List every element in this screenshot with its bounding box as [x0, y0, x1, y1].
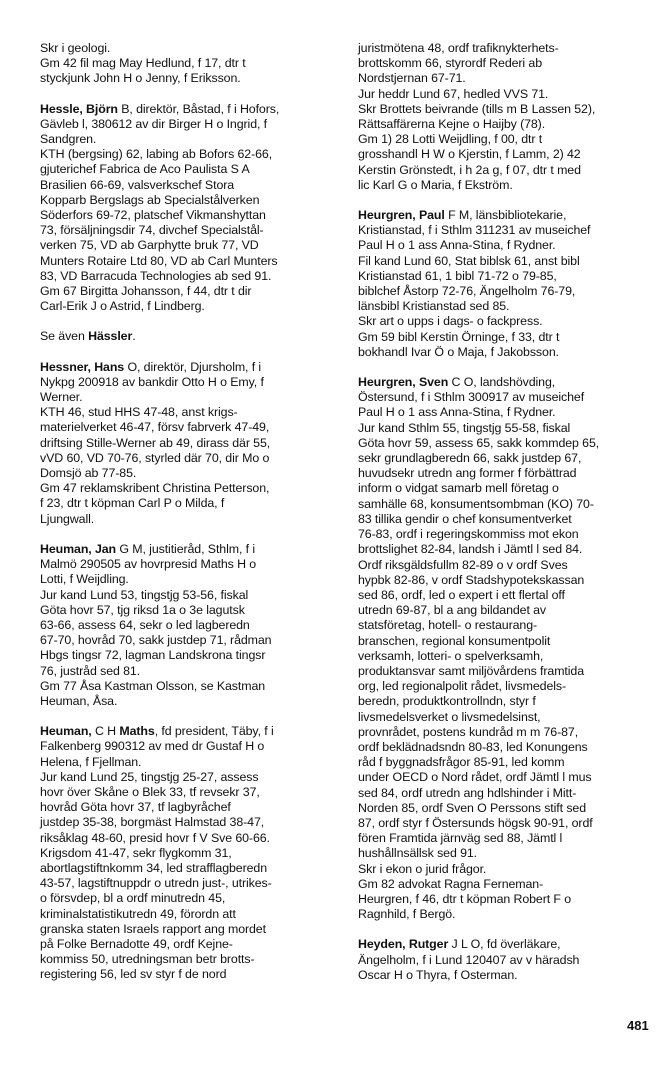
text-line: Fil kand Lund 60, Stat biblsk 61, anst bibl: [358, 253, 580, 268]
text-line: beredn, produktkontrollndn, styr f: [358, 694, 536, 709]
text-line: Kristianstad, f i Sthlm 311231 av museichef: [358, 223, 591, 238]
text-line: KTH 46, stud HHS 47-48, anst krigs-: [40, 405, 238, 420]
text-line: lic Karl G o Maria, f Ekström.: [358, 177, 513, 192]
text-line: brottskomm 66, styrordf Rederi ab: [358, 56, 543, 71]
right-column: [358, 41, 650, 998]
entry-surname: Heuman, Jan: [40, 541, 117, 556]
text-line: Brasilien 66-69, valsverkschef Stora: [40, 177, 235, 192]
text-line: Rättsaffärerna Kejne o Haijby (78).: [358, 117, 546, 132]
text-line: Oscar H o Thyra, f Osterman.: [358, 967, 518, 982]
text-line: sed 86, ordf, led o expert i ett flertal off: [358, 587, 565, 602]
entry-heyden-rutger: [358, 937, 650, 983]
text-line: materielverket 46-47, försv fabrverk 47-49,: [40, 420, 270, 435]
text-line: Gm 1) 28 Lotti Weijdling, f 00, dtr t: [358, 132, 543, 147]
text-line: Kopparb Bergslags ab Specialstålverken: [40, 192, 260, 207]
text-line: hovråd Göta hovr 37, tf lagbyråchef: [40, 800, 231, 815]
text-line: Ängelholm, f i Lund 120407 av v häradsh: [358, 952, 580, 967]
entry-heading: Heurgren, Sven C O, landshövding,: [358, 375, 556, 390]
text-line: Heurgren, f 46, dtr t köpman Robert F o: [358, 891, 572, 906]
text-line: 87, ordf styr f Östersunds högsk 90-91, ordf: [358, 815, 593, 830]
text-line: Jur kand Sthlm 55, tingstjg 55-58, fiskal: [358, 420, 571, 435]
text-line: Lotti, f Weijdling.: [40, 572, 129, 587]
entry-heurgren-sven: [358, 375, 650, 922]
text-line: hovr över Skåne o Blek 33, tf revsekr 37,: [40, 784, 260, 799]
entry-surname: Heurgren, Sven: [358, 375, 449, 390]
text-line: 63-66, assess 64, sekr o led lagberedn: [40, 617, 250, 632]
text-line: vVD 60, VD 70-76, styrled där 70, dir Mo o: [40, 450, 270, 465]
entry-see-also-hassler: Se även Hässler.: [40, 329, 136, 344]
text-line: fören Framtida järnväg sed 88, Jämtl l: [358, 831, 563, 846]
text-line: Malmö 290505 av hovrpresid Maths H o: [40, 557, 257, 572]
text-line: Östersund, f i Sthlm 300917 av museichef: [358, 390, 585, 405]
text-line: Gm 42 fil mag May Hedlund, f 17, dtr t: [40, 56, 246, 71]
text-line: Söderfors 69-72, platschef Vikmanshyttan: [40, 208, 266, 223]
text-line: granska staten Israels rapport ang mordet: [40, 921, 266, 936]
cross-reference-name: Hässler: [88, 329, 133, 344]
text-line: Carl-Erik J o Astrid, f Lindberg.: [40, 299, 205, 314]
text-line: kriminalstatistikutredn 49, förordn att: [40, 906, 236, 921]
text-line: Gävleb l, 380612 av dir Birger H o Ingrid, f: [40, 116, 268, 131]
text-line: bokhandl Ivar Ö o Maja, f Jakobsson.: [358, 344, 559, 359]
text-line: 83 tillika gendir o chef konsumentverket: [358, 511, 572, 526]
text-line: Göta hovr 59, assess 65, sakk kommdep 65,: [358, 435, 600, 450]
text-line: Domsjö ab 77-85.: [40, 466, 137, 481]
text-line: ordf beklädnadsndn 80-83, led Konungens: [358, 739, 588, 754]
entry-hessner-hans: [40, 360, 332, 527]
text-line: f 23, dtr t köpman Carl P o Milda, f: [40, 496, 225, 511]
text-line: produktansvar samt miljövårdens framtida: [358, 663, 585, 678]
text-line: Ljungwall.: [40, 511, 95, 526]
text-line: råd f byggnadsfrågor 85-91, led komm: [358, 755, 565, 770]
left-column: [40, 41, 332, 998]
entry-surname: Heurgren, Paul: [358, 208, 445, 223]
text-line: Skr Brottets beivrande (tills m B Lassen 52),: [358, 101, 596, 116]
text-line: statsföretag, hotell- o restaurang-: [358, 618, 538, 633]
text-line: 76, justråd sed 81.: [40, 663, 141, 678]
text-line: Jur heddr Lund 67, hedled VVS 71.: [358, 86, 549, 101]
text-line: Munters Rotaire Ltd 80, VD ab Carl Munters: [40, 253, 278, 268]
entry-heading: Heurgren, Paul F M, länsbibliotekarie,: [358, 208, 567, 223]
text-line: gjuterichef Fabrica de Aco Paulista S A: [40, 162, 250, 177]
text-line: brottslighet 82-84, landsh i Jämtl l sed 84.: [358, 542, 583, 557]
entry-heading: Heuman, C H Maths, fd president, Täby, f i: [40, 724, 274, 739]
text-line: verken 75, VD ab Garphytte bruk 77, VD: [40, 238, 259, 253]
text-line: på Folke Bernadotte 49, ordf Kejne-: [40, 936, 233, 951]
text-line: hushållnsällsk sed 91.: [358, 846, 478, 861]
entry-heading: Hessner, Hans O, direktör, Djursholm, f i: [40, 359, 262, 374]
text-line: KTH (bergsing) 62, labing ab Bofors 62-66,: [40, 147, 273, 162]
text-line: Nordstjernan 67-71.: [358, 71, 466, 86]
text-line: under OECD o Nord rådet, ordf Jämtl l mus: [358, 770, 592, 785]
text-line: Gm 59 bibl Kerstin Örninge, f 33, dtr t: [358, 329, 560, 344]
text-line: 83, VD Barracuda Technologies ab sed 91.: [40, 268, 272, 283]
text-line: Paul H o 1 ass Anna-Stina, f Rydner.: [358, 238, 556, 253]
text-line: Gm 47 reklamskribent Christina Petterson,: [40, 481, 270, 496]
entry-surname: Heuman,: [40, 724, 92, 739]
text-line: Jur kand Lund 25, tingstjg 25-27, assess: [40, 769, 259, 784]
text-line: huvudsekr utredn ang former f förbättrad: [358, 466, 577, 481]
text-line: 67-70, hovråd 70, sakk justdep 71, rådman: [40, 633, 272, 648]
text-line: Werner.: [40, 390, 83, 405]
text-line: 43-57, lagstiftnuppdr o utredn just-, utrikes-: [40, 876, 272, 891]
entry-heading: Heyden, Rutger J L O, fd överläkare,: [358, 937, 561, 952]
text-line: grosshandl H W o Kjerstin, f Lamm, 2) 42: [358, 147, 581, 162]
text-line: Heuman, Åsa.: [40, 693, 118, 708]
text-line: riksåklag 48-60, presid hovr f V Sve 60-66.: [40, 830, 270, 845]
entry-hessle-bjorn: [40, 102, 332, 315]
text-line: Helena, f Fjellman.: [40, 754, 142, 769]
text-line: 76-83, ordf i regeringskommiss mot ekon: [358, 527, 579, 542]
text-line: styckjunk John H o Jenny, f Eriksson.: [40, 71, 241, 86]
text-line: justdep 35-38, borgmäst Halmstad 38-47,: [40, 815, 265, 830]
entry-heading: Heuman, Jan G M, justitieråd, Sthlm, f i: [40, 541, 255, 556]
text-line: Skr i ekon o jurid frågor.: [358, 861, 487, 876]
entry-heurgren-paul: [358, 208, 650, 360]
entry-continuation-right: [358, 41, 650, 193]
text-line: Skr i geologi.: [40, 41, 111, 55]
entry-heuman-jan: [40, 542, 332, 709]
text-line: verksamh, lotteri- o spelverksamh,: [358, 648, 544, 663]
text-line: utredn 69-87, bl a ang bildandet av: [358, 603, 547, 618]
entry-heuman-maths: [40, 724, 332, 982]
text-line: 73, försäljningsdir 74, divchef Specialstål-: [40, 223, 264, 238]
text-line: Gm 77 Åsa Kastman Olsson, se Kastman: [40, 678, 266, 693]
text-line: hypbk 82-86, v ordf Stadshypotekskassan: [358, 572, 585, 587]
entry-surname: Hessle, Björn: [40, 101, 118, 116]
text-line: branschen, regional konsumentpolit: [358, 633, 551, 648]
text-line: Jur kand Lund 53, tingstjg 53-56, fiskal: [40, 587, 249, 602]
text-line: Skr art o upps i dags- o fackpress.: [358, 314, 543, 329]
text-line: Norden 85, ordf Sven O Perssons stift sed: [358, 800, 586, 815]
entry-surname: Hessner, Hans: [40, 359, 125, 374]
text-line: Gm 67 Birgitta Johansson, f 44, dtr t dir: [40, 284, 252, 299]
text-line: abortlagstiftnkomm 34, led strafflagberedn: [40, 860, 267, 875]
text-line: Ordf riksgäldsfullm 82-89 o v ordf Sves: [358, 557, 568, 572]
text-line: Krigsdom 41-47, sekr flygkomm 31,: [40, 845, 232, 860]
text-line: registering 56, led sv styr f de nord: [40, 967, 227, 982]
text-line: Nykpg 200918 av bankdir Otto H o Emy, f: [40, 374, 264, 389]
entry-heading: Hessle, Björn B, direktör, Båstad, f i Hofors,: [40, 101, 280, 116]
text-line: provnrådet, postens kundråd m m 76-87,: [358, 724, 579, 739]
text-line: Kerstin Grönstedt, i h 2a g, f 07, dtr t med: [358, 162, 581, 177]
text-line: Paul H o 1 ass Anna-Stina, f Rydner.: [358, 405, 556, 420]
text-line: livsmedelsverket o livsmedelsinst,: [358, 709, 541, 724]
text-line: Göta hovr 57, tjg riksd 1a o 3e lagutsk: [40, 602, 245, 617]
text-line: juristmötena 48, ordf trafiknykterhets-: [358, 41, 559, 55]
text-line: inform o vidgat samarb mell företag o: [358, 481, 559, 496]
text-line: länsbibl Kristianstad sed 85.: [358, 299, 510, 314]
text-line: Kristianstad 61, 1 bibl 71-72 o 79-85,: [358, 268, 557, 283]
text-line: o försvdep, bl a ordf minutredn 45,: [40, 891, 226, 906]
text-line: kommiss 50, utredningsman betr brotts-: [40, 952, 255, 967]
text-line: Sandgren.: [40, 132, 97, 147]
text-line: driftsing Stille-Werner ab 49, dirass där 55,: [40, 435, 271, 450]
text-line: samhälle 68, konsumentsombman (KO) 70-: [358, 496, 594, 511]
entry-surname: Heyden, Rutger: [358, 937, 449, 952]
text-line: sed 84, ordf utredn ang hdlshinder i Mitt-: [358, 785, 577, 800]
text-line: Ragnhild, f Bergö.: [358, 907, 456, 922]
page-number: 481: [627, 1018, 649, 1033]
text-line: org, led regionalpolit rådet, livsmedels-: [358, 679, 567, 694]
text-line: biblchef Åstorp 72-76, Ängelholm 76-79,: [358, 284, 576, 299]
entry-continuation-left: [40, 41, 332, 87]
text-line: Falkenberg 990312 av med dr Gustaf H o: [40, 739, 265, 754]
text-line: Gm 82 advokat Ragna Ferneman-: [358, 876, 544, 891]
text-line: Hbgs tingsr 72, lagman Landskrona tingsr: [40, 648, 266, 663]
text-line: sekr grundlagberedn 66, sakk justdep 67,: [358, 451, 582, 466]
